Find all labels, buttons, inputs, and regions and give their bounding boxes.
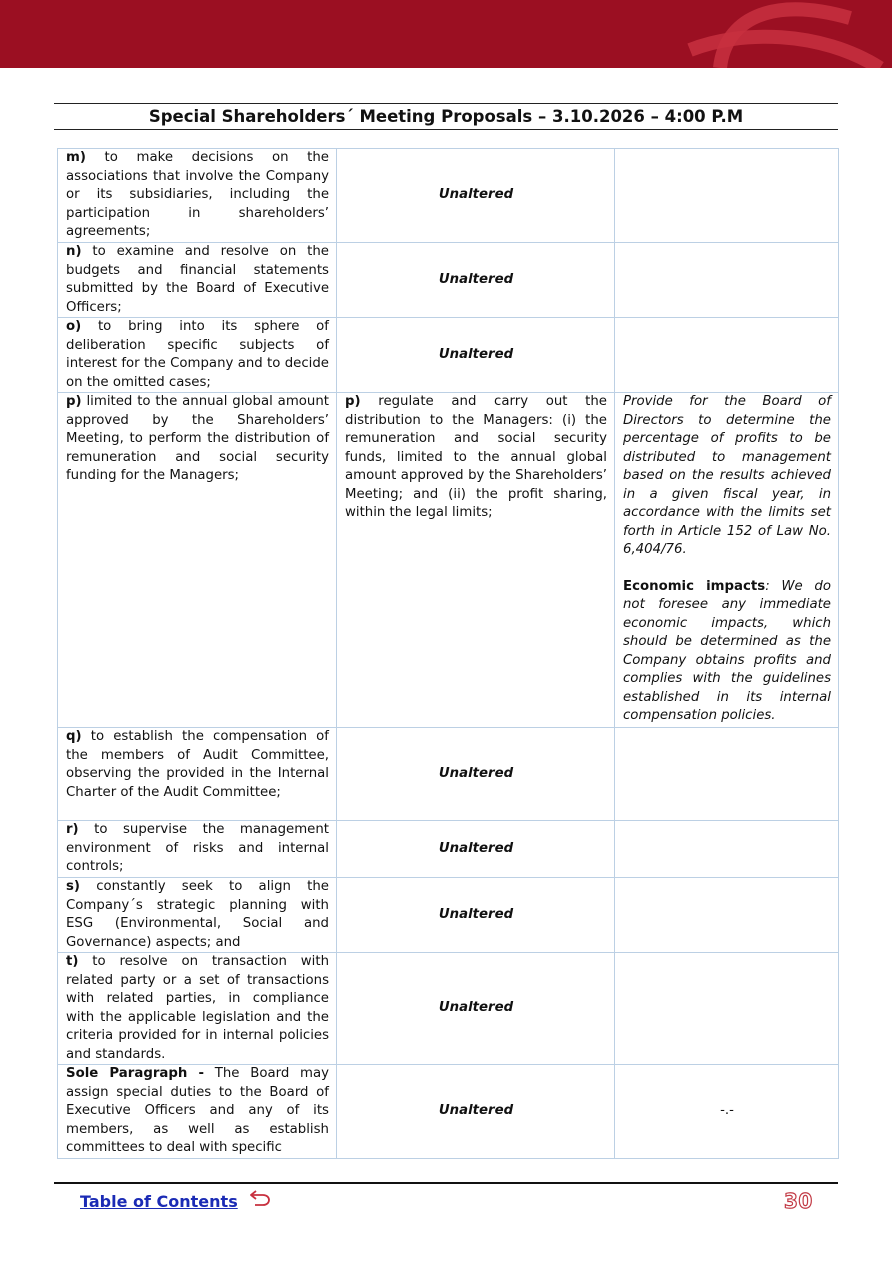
- table-row: [58, 149, 839, 243]
- table-row: [58, 243, 839, 318]
- justification-cell: [615, 821, 839, 878]
- current-text-cell: r) to supervise the management environment of risks and internal controls;: [58, 821, 337, 878]
- justification-cell: [615, 393, 839, 728]
- economic-impacts-text: Economic impacts: We do not foresee any immediate economic impacts, which should be determined as the Company obtains profits and complies with the guidelines established in its internal compensation policies.: [623, 578, 832, 723]
- current-text-cell: q) to establish the compensation of the members of Audit Committee, observing the provided in the Internal Charter of the Audit Committee;: [58, 728, 337, 821]
- current-text-cell: p) limited to the annual global amount approved by the Shareholders’ Meeting, to perform the distribution of remuneration and social security funding for the Managers;: [58, 393, 337, 728]
- table-row: [58, 953, 839, 1065]
- current-text-cell: Sole Paragraph - The Board may assign special duties to the Board of Executive Officers and any of its members, as well as establish committees to deal with specific: [58, 1065, 337, 1159]
- current-text-cell: s) constantly seek to align the Company´s strategic planning with ESG (Environmental, Social and Governance) aspects; and: [58, 878, 337, 953]
- justification-cell: [615, 318, 839, 393]
- brand-logo-icon: [0, 0, 892, 68]
- current-text-cell: m) to make decisions on the associations that involve the Company or its subsidiaries, including the participation in shareholders’ agreements;: [58, 149, 337, 243]
- table-row: [58, 728, 839, 821]
- table-row: [58, 393, 839, 728]
- proposed-text-cell: Unaltered: [337, 821, 615, 878]
- table-of-contents-link[interactable]: Table of Contents: [80, 1192, 238, 1211]
- justification-cell: [615, 243, 839, 318]
- table-row: [58, 821, 839, 878]
- header-band: [0, 0, 892, 68]
- footer-rule: [54, 1182, 838, 1184]
- current-text-cell: o) to bring into its sphere of deliberation specific subjects of interest for the Company and to decide on the omitted cases;: [58, 318, 337, 393]
- proposed-text-cell: Unaltered: [337, 318, 615, 393]
- proposed-text-cell: p) regulate and carry out the distribution to the Managers: (i) the remuneration and social security funds, limited to the annual global amount approved by the Shareholders’ Meeting; and (ii) the profit sharing, within the legal limits;: [337, 393, 615, 728]
- current-text-cell: n) to examine and resolve on the budgets and financial statements submitted by the Board of Executive Officers;: [58, 243, 337, 318]
- table-row: [58, 1065, 839, 1159]
- page-title: Special Shareholders´ Meeting Proposals – 3.10.2026 – 4:00 P.M: [148, 107, 744, 126]
- table-row: [58, 318, 839, 393]
- proposed-text-cell: Unaltered: [337, 243, 615, 318]
- page-number: 30: [784, 1189, 813, 1213]
- proposed-text-cell: Unaltered: [337, 953, 615, 1065]
- justification-cell: -.-: [615, 1065, 839, 1159]
- justification-cell: [615, 149, 839, 243]
- justification-cell: [615, 953, 839, 1065]
- justification-cell: [615, 878, 839, 953]
- table-row: [58, 878, 839, 953]
- proposals-table: [57, 148, 839, 1159]
- proposed-text-cell: Unaltered: [337, 149, 615, 243]
- current-text-cell: t) to resolve on transaction with related party or a set of transactions with related parties, in compliance with the applicable legislation and the criteria provided for in internal policies and standards.: [58, 953, 337, 1065]
- title-rule-bottom: [54, 129, 838, 130]
- return-arrow-icon[interactable]: [248, 1188, 272, 1212]
- justification-cell: [615, 728, 839, 821]
- proposed-text-cell: Unaltered: [337, 878, 615, 953]
- proposed-text-cell: Unaltered: [337, 728, 615, 821]
- justification-text: Provide for the Board of Directors to determine the percentage of profits to be distributed to management based on the results achieved in a given fiscal year, in accordance with the limits set forth in Article 152 of Law No. 6,404/76.: [623, 394, 831, 557]
- spacer: [623, 560, 831, 578]
- proposed-text-cell: Unaltered: [337, 1065, 615, 1159]
